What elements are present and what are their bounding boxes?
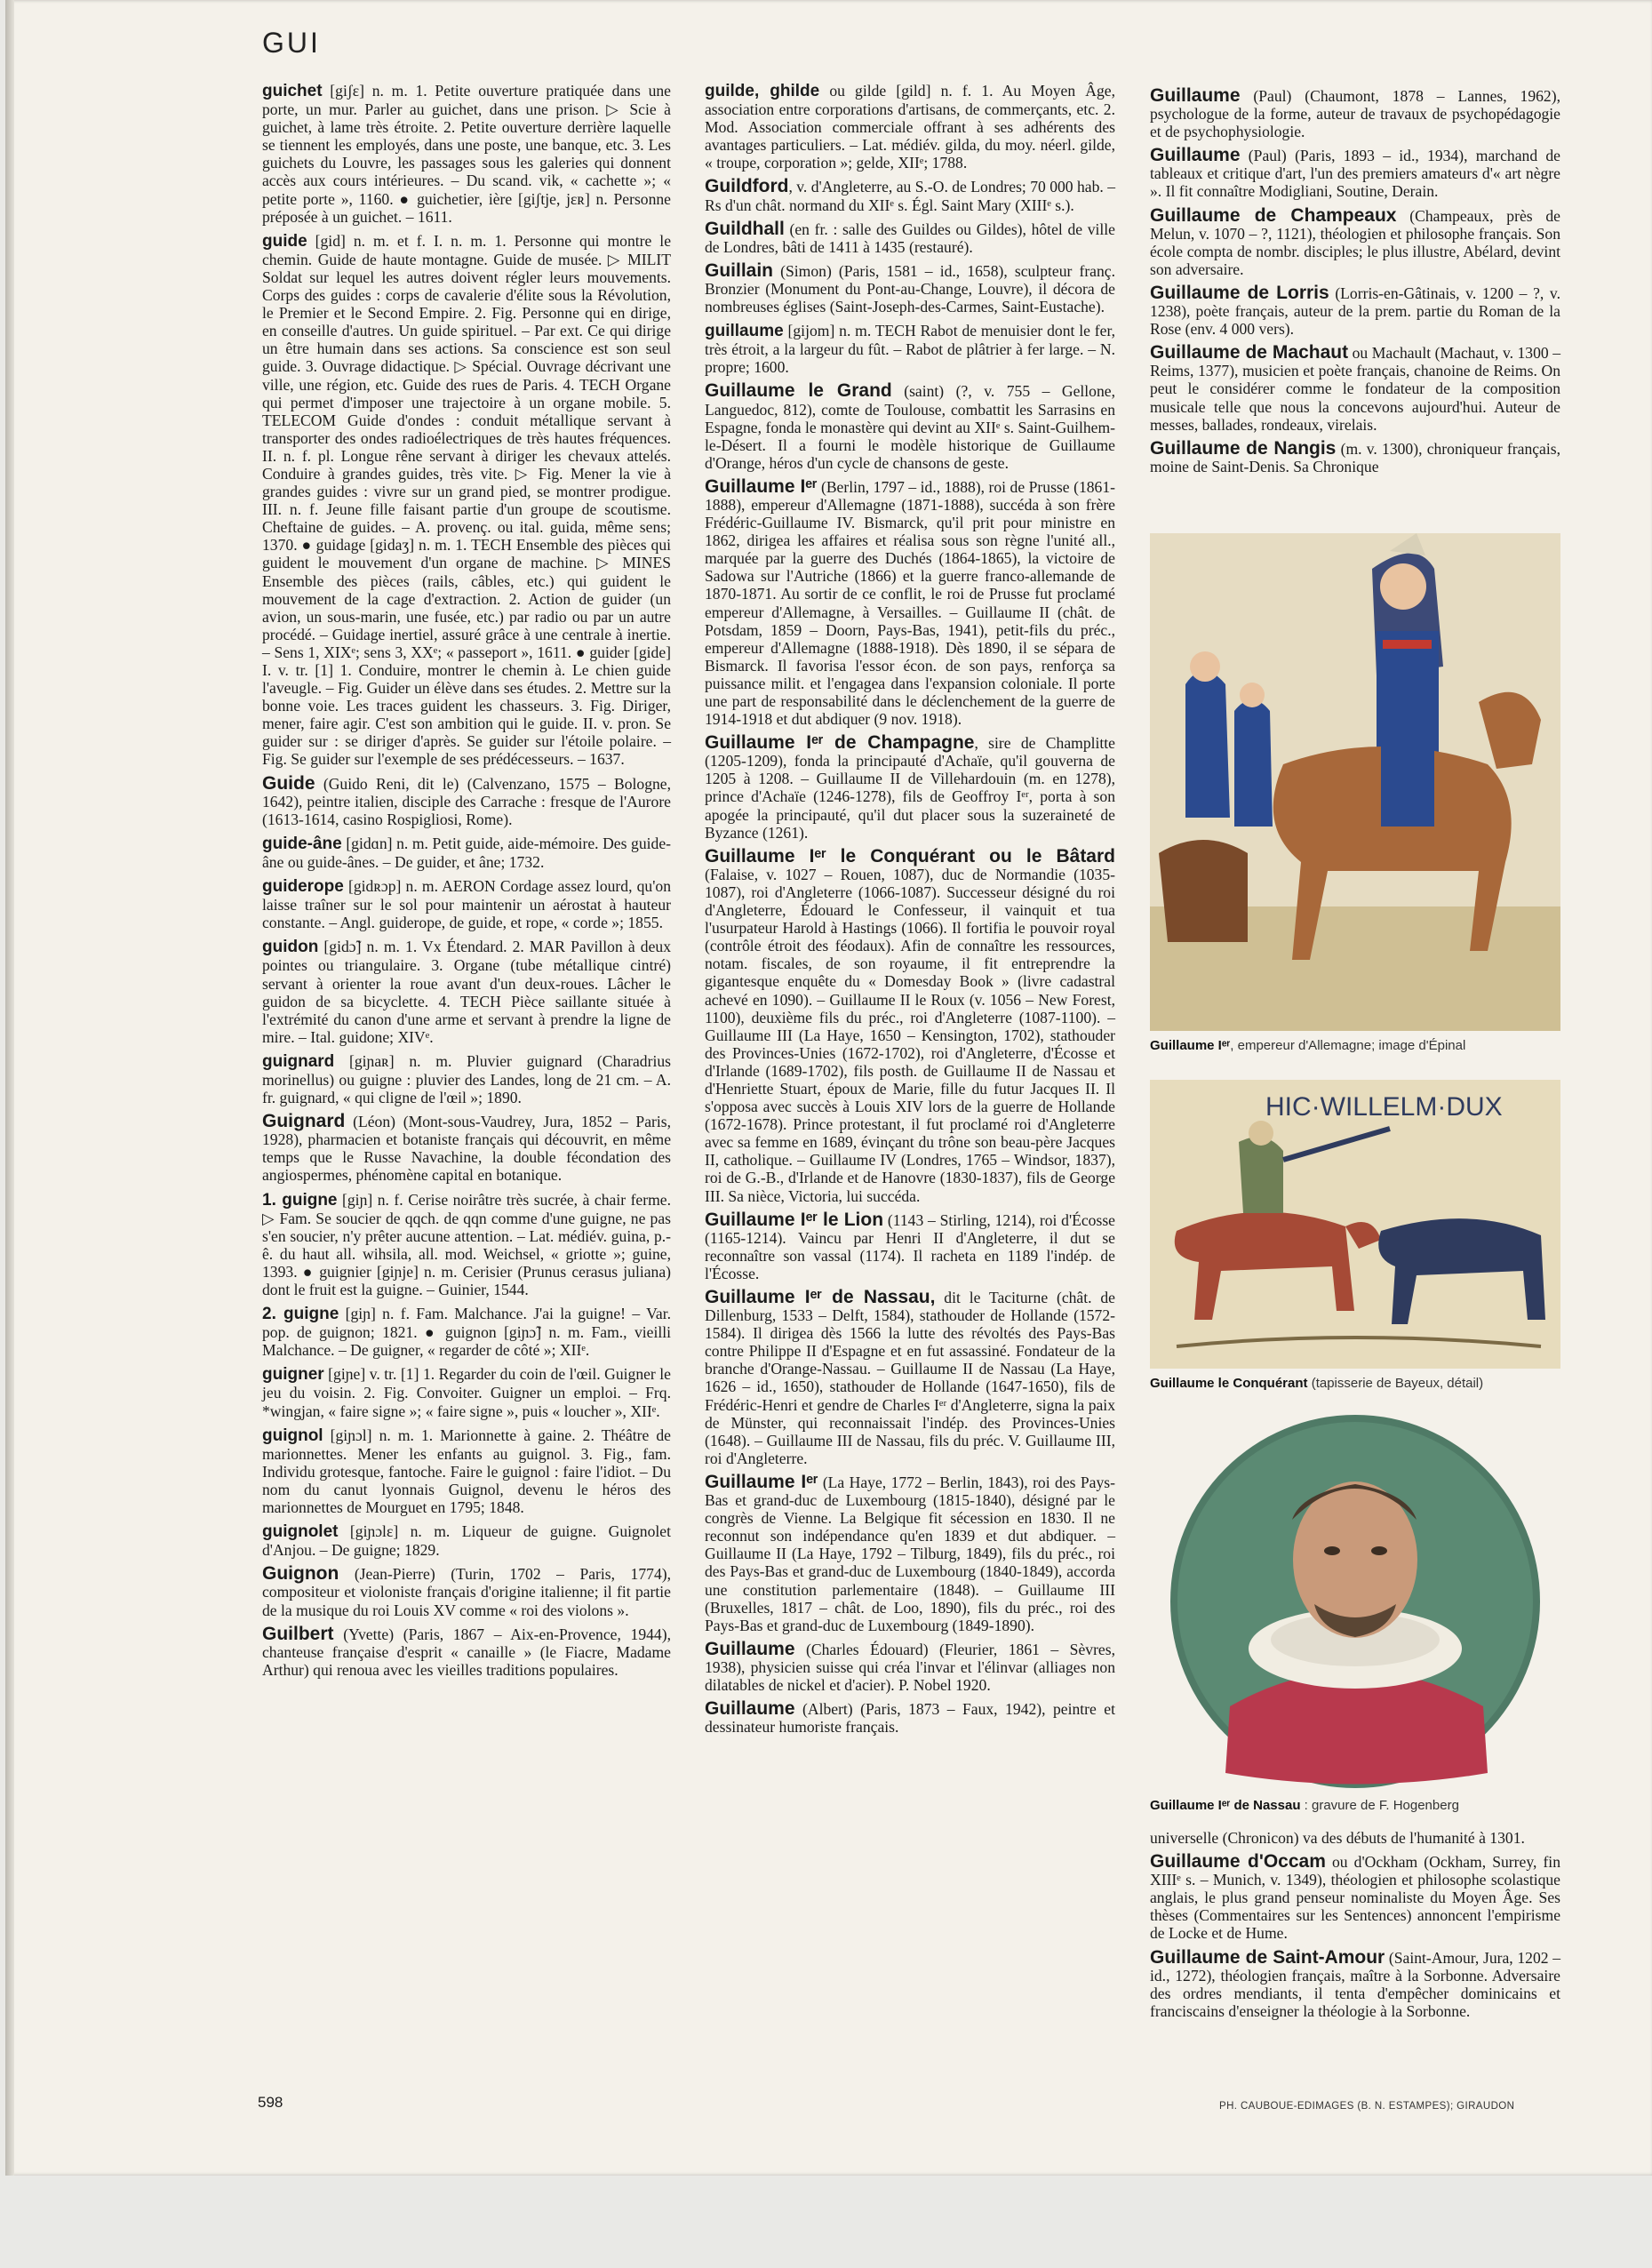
dictionary-entry xyxy=(262,1625,671,1679)
dictionary-entry xyxy=(1150,437,1561,475)
dictionary-entry xyxy=(705,322,1115,376)
dictionary-entry xyxy=(705,1473,1115,1634)
illustration-guillaume-1er-epinal xyxy=(1150,533,1560,1053)
entry-headword: Guillaume d'Occam xyxy=(1150,1851,1326,1873)
bayeux-tapestry-image xyxy=(1150,1080,1560,1369)
entry-text: , v. d'Angleterre, au S.-O. de Londres; 70 000 hab. – Rs d'un chât. normand du XIIᵉ s. Égl. Saint Mary (XIIIᵉ s.). xyxy=(705,178,1115,214)
entry-text: (La Haye, 1772 – Berlin, 1843), roi des Pays-Bas et grand-duc de Luxembourg (1815-1840), désigné par le congrès de Vienne. La Belgique fit sécession en 1830. Il ne reconnut son indépendance qu'en 1839 et dut abdiquer. – Guillaume II (La Haye, 1792 – Tilburg, 1849), fils du préc., roi des Pays-Bas et grand-duc de Luxembourg (1840-1849), accorda une constitution parlementaire (1848). – Guillaume III (Bruxelles, 1817 – chât. de Loo, 1890), fils du préc., roi des Pays-Bas et grand-duc de Luxembourg (1849-1890). xyxy=(705,1473,1115,1634)
dictionary-entry xyxy=(262,1113,671,1184)
hogenberg-engraving-image xyxy=(1150,1413,1560,1791)
entry-text: [giɲe] v. tr. [1] 1. Regarder du coin de l'œil. Guigner le jeu du voisin. 2. Fig. Convoiter. Guigner un emploi. – Frq. *wingjan, « faire signe »; « faire signe », puis « loucher », XIIᵉ. xyxy=(262,1365,671,1420)
dictionary-entry xyxy=(705,1638,1115,1694)
entry-headword: Guilbert xyxy=(262,1623,334,1644)
running-head: GUI xyxy=(262,27,321,59)
entry-text: [giɲ] n. f. Cerise noirâtre très sucrée, à chair ferme. ▷ Fam. Se soucier de qqch. de qqn comme d'une guigne, ne pas s'en soucier, n'y prêter aucune attention. – Lat. médiév. guina, p.-ê. du haut all. wihsila, all. mod. Weichsel, « griotte »; guine, 1393. ● guignier [giɲje] n. m. Cerisier (Prunus cerasus juliana) dont le fruit est la guigne. – Guinier, 1544. xyxy=(262,1190,671,1298)
entry-headword: guilde, ghilde xyxy=(705,82,820,100)
dictionary-entry xyxy=(705,1289,1115,1467)
column-2 xyxy=(705,82,1115,1742)
dictionary-entry xyxy=(262,938,671,1046)
entry-text: (Paul) (Chaumont, 1878 – Lannes, 1962), psychologue de la forme, auteur de travaux de psychopédagogie et de psychophysiologie. xyxy=(1150,87,1560,141)
entry-headword: Guillaume Iᵉʳ le Lion xyxy=(705,1209,884,1230)
entry-headword: Guillaume de Machaut xyxy=(1150,342,1349,363)
entry-headword: Guillaume Iᵉʳ xyxy=(705,1471,818,1492)
dictionary-entry xyxy=(262,1305,671,1359)
entry-text: universelle (Chronicon) va des débuts de l'humanité à 1301. xyxy=(1150,1829,1525,1847)
entry-headword: Guillaume Iᵉʳ de Nassau, xyxy=(705,1287,936,1307)
dictionary-entry xyxy=(262,835,671,871)
entry-text: [giɲaʀ] n. m. Pluvier guignard (Charadrius morinellus) ou guigne : pluvier des Landes, long de 21 cm. – A. fr. guignard, « qui cligne de l'œil »; 1890. xyxy=(262,1051,671,1107)
entry-text: (Simon) (Paris, 1581 – id., 1658), sculpteur franç. Bronzier (Monument du Pont-au-Change, Louvre), il décora de nombreuses églises (Saint-Joseph-des-Carmes, Saint-Eustache). xyxy=(705,261,1115,316)
dictionary-entry xyxy=(262,1365,671,1419)
dictionary-entry xyxy=(1150,1946,1560,2020)
entry-headword: guignard xyxy=(262,1051,335,1071)
entry-text: (Paul) (Paris, 1893 – id., 1934), marchand de tableaux et critique d'art, l'un des premiers amateurs d'« art nègre ». Il fit connaître Modigliani, Soutine, Derain. xyxy=(1150,147,1560,201)
tapestry-inscription: HIC·WILLELM·DUX xyxy=(1265,1092,1503,1122)
column-3 xyxy=(1150,87,1560,482)
dictionary-entry xyxy=(262,1426,671,1516)
dictionary-entry xyxy=(705,734,1115,842)
photo-credit: PH. CAUBOUE-EDIMAGES (B. N. ESTAMPES); GIRAUDON xyxy=(1219,2101,1515,2112)
entry-text: (Falaise, v. 1027 – Rouen, 1087), duc de Normandie (1035-1087), roi d'Angleterre (1066-1087). Successeur désigné du roi d'Angleterre, Édouard le Confesseur, il vainquit et tua l'usurpateur Harold à Hastings (1066). Il fortifia le pouvoir royal (contrôle étroit des féodaux). Afin de connaître les ressources, notam. fiscales, de son royaume, il fit entreprendre la gigantesque enquête du « Domesday Book » (livre cadastral achevé en 1090). – Guillaume II le Roux (v. 1056 – New Forest, 1100), deuxième fils du préc., roi d'Angleterre (1087-1100). – Guillaume III (La Haye, 1650 – Kensington, 1702), stathouder des Provinces-Unies (1672-1702), roi d'Angleterre, d'Écosse et d'Irlande (1689-1702), fils posth. de Guillaume II de Nassau et d'Henriette Stuart, époux de Marie, fille du futur Jacques II. Il s'opposa avec succès à Louis XIV lors de la guerre de Hollande (1672-1678). Prince protestant, il fut proclamé roi d'Angleterre avec sa femme en 1689, évinçant du trône son beau-père Jacques II, catholique. – Guillaume IV (Londres, 1765 – Windsor, 1837), roi de G.-B., d'Irlande et de Hanovre (1830-1837), fils de George III. Sa nièce, Victoria, lui succéda. xyxy=(705,865,1115,1205)
dictionary-entry xyxy=(1150,204,1560,278)
entry-headword: Guignon xyxy=(262,1563,339,1585)
entry-headword: Guillaume de Lorris xyxy=(1150,282,1329,303)
entry-headword: guignolet xyxy=(262,1522,339,1542)
entry-text: dit le Taciturne (chât. de Dillenburg, 1533 – Delft, 1584), stathouder de Hollande (1572-1584). Il dirigea dès 1566 la lutte des révoltés des Pays-Bas contre Philippe II d'Espagne et en fut assassiné. Fondateur de la branche d'Orange-Nassau. – Guillaume II de Nassau (La Haye, 1626 – id., 1650), stathouder de Hollande (1647-1650), fils de Frédéric-Henri et gendre de Charles Iᵉʳ d'Angleterre, signa la paix de Münster, qui reconnaissait l'indép. des Provinces-Unies (1648). – Guillaume III de Nassau, fils du préc. V. Guillaume III, roi d'Angleterre. xyxy=(705,1289,1115,1467)
entry-text: [gid] n. m. et f. I. n. m. 1. Personne qui montre le chemin. Guide de haute montagne. Guide de musée. ▷ MILIT Soldat sur lequel les autres doivent régler leurs mouvements. Corps des guides : corps de cavalerie d'élite sous la Révolution, le Premier et le Second Empire. 2. Fig. Personne qui en dirige, en conseille d'autres. Un guide spirituel. – Par ext. Ce qui dirige un être humain dans ses actions. Sa conscience est son seul guide. 3. Ouvrage didactique. ▷ Spécial. Ouvrage décrivant une ville, une région, etc. Guide des rues de Paris. 4. TECH Organe qui permet d'imposer une trajectoire à un organe mobile. 5. TELECOM Guide d'ondes : conduit métallique servant à transporter des ondes radioélectriques de très hautes fréquences. II. n. f. pl. Longue rêne servant à diriger les chevaux attelés. Conduire à grandes guides, très vite. ▷ Fig. Mener la vie à grandes guides : vivre sur un grand pied, se montrer prodigue. III. n. f. Jeune fille faisant partie d'un groupe de scoutisme. Cheftaine de guides. – A. provenç. ou ital. guida, même sens; 1370. ● guidage [gidaʒ] n. m. 1. TECH Ensemble des pièces qui guident le mouvement d'un organe de machine. ▷ MINES Ensemble des pièces (rails, câbles, etc.) qui guident le mouvement de la cage d'extraction. 2. Action de guider (un avion, un sous-marin, une fusée, etc.) par radio ou par un autre procédé. – Guidage inertiel, assuré grâce à une centrale à inertie. – Sens 1, XIXᵉ; sens 3, XXᵉ; « passeport », 1611. ● guider [gide] I. v. tr. [1] 1. Conduire, montrer le chemin à. Le chien guide l'aveugle. – Fig. Guider un élève dans ses études. 2. Mettre sur la bonne voie. Les traces guident les chasseurs. 3. Fig. Diriger, mener, faire agir. C'est son ambition qui le guide. II. v. pron. Se guider sur : se diriger d'après. Se guider sur l'étoile polaire. – Fig. Se guider sur l'exemple de ses prédécesseurs. – 1637. xyxy=(262,231,671,769)
entry-headword: 2. guigne xyxy=(262,1305,339,1324)
illustration-conquerant-tapestry xyxy=(1150,1080,1560,1391)
entry-text: (Berlin, 1797 – id., 1888), roi de Prusse (1861-1888), empereur d'Allemagne (1871-1888), succéda à son frère Frédéric-Guillaume IV. Bismarck, qu'il prit pour ministre en 1862, dirigea les affaires et réalisa sous son règne l'unité all., marquée par la guerre des Duchés (1864-1865), la victoire de Sadowa sur l'Autriche (1866) et la guerre franco-allemande de 1870-1871. Au sortir de ce conflit, le roi de Prusse fut proclamé empereur d'Allemagne, à Versailles. – Guillaume II (chât. de Potsdam, 1859 – Doorn, Pays-Bas, 1941), petit-fils du préc., empereur d'Allemagne (1888-1918). Dès 1890, il se sépara de Bismarck. Il favorisa l'essor écon. de son pays, renforça sa puissance milit. et l'engagea dans l'expansion coloniale. Il porte une part de responsabilité dans le déclenchement de la guerre de 1914-1918 et dut abdiquer (9 nov. 1918). xyxy=(705,477,1115,729)
entry-headword: Guillaume Iᵉʳ xyxy=(705,475,818,497)
dictionary-entry xyxy=(262,1191,671,1299)
epinal-image xyxy=(1150,533,1560,1031)
entry-headword: Guignard xyxy=(262,1111,346,1132)
dictionary-entry xyxy=(262,1052,671,1106)
entry-headword: guide-âne xyxy=(262,834,342,853)
entry-text: [giɲɔlɛ] n. m. Liqueur de guigne. Guignolet d'Anjou. – De guigne; 1829. xyxy=(262,1522,671,1560)
entry-text: [gijom] n. m. TECH Rabot de menuisier dont le fer, très étroit, a la largeur du fût. – Rabot de plâtrier à fer large. – N. propre; 1600. xyxy=(705,322,1115,377)
entry-text: (Champeaux, près de Melun, v. 1070 – ?, 1121), théologien et philosophe français. Son école compta de nombr. disciples; le plus illustre, Abélard, devint son adversaire. xyxy=(1150,206,1560,278)
entry-text: [gidɑn] n. m. Petit guide, aide-mémoire. Des guide-âne ou guide-ânes. – De guider, et âne; 1732. xyxy=(262,834,671,871)
dictionary-entry xyxy=(705,475,1115,729)
dictionary-entry xyxy=(262,1565,671,1618)
dictionary-entry xyxy=(705,262,1115,315)
entry-text: (en fr. : salle des Guildes ou Gildes), hôtel de ville de Londres, bâti de 1411 à 1435 (restauré). xyxy=(705,220,1115,256)
entry-headword: Guillaume Iᵉʳ le Conquérant ou le Bâtard xyxy=(705,845,1115,866)
entry-headword: guide xyxy=(262,231,307,251)
entry-headword: Guide xyxy=(262,772,315,794)
entry-headword: Guillaume xyxy=(1150,85,1241,106)
dictionary-entry xyxy=(705,82,1115,172)
entry-text: , sire de Champlitte (1205-1209), fonda la principauté d'Achaïe, qu'il gouverna de 1205 à 1208. – Guillaume II de Villehardouin (m. en 1278), prince d'Achaïe (1246-1278), fils de Geoffroy Iᵉʳ, porta à son apogée la principauté, qu'il dut placer sous la suzeraineté de Byzance (1261). xyxy=(705,734,1115,842)
entry-text: ou gilde [gild] n. f. 1. Au Moyen Âge, association entre corporations d'artisans, de commerçants, etc. 2. Mod. Association commerciale offrant à ses adhérents des avantages particuliers. – Lat. médiév. gilda, du moy. néerl. gilde, « troupe, corporation »; gelde, XIIᵉ; 1788. xyxy=(705,82,1115,172)
entry-headword: guidon xyxy=(262,938,319,957)
caption-2: Guillaume le Conquérant (tapisserie de Bayeux, détail) xyxy=(1150,1376,1484,1391)
column-3-continued xyxy=(1150,1829,1560,2026)
entry-headword: Guillaume de Champeaux xyxy=(1150,204,1397,226)
entry-headword: Guillaume le Grand xyxy=(705,380,892,402)
entry-headword: Guillaume xyxy=(705,1638,795,1659)
entry-text: (1143 – Stirling, 1214), roi d'Écosse (1165-1214). Vaincu par Henri II d'Angleterre, il dut se reconnaître son vassal (1174). Il racheta en 1189 l'indép. de l'Écosse. xyxy=(705,1210,1115,1282)
dictionary-entry xyxy=(1150,87,1560,140)
entry-headword: Guillaume de Nangis xyxy=(1150,437,1337,459)
caption-1: Guillaume Iᵉʳ, empereur d'Allemagne; image d'Épinal xyxy=(1150,1038,1466,1053)
entry-text: [giʃɛ] n. m. 1. Petite ouverture pratiquée dans une porte, un mur. Parler au guichet, dans une prison. ▷ Scie à guichet, à lame très étroite. 2. Petite ouverture derrière laquelle se tiennent les employés, dans une poste, une banque, etc. 3. Les guichets du Louvre, les passages sous les galeries qui donnent accès aux cours intérieures. – Du scand. vik, « cachette »; « petite porte », 1160. ● guichetier, ière [giʃtje, jɛʀ] n. Personne préposée à un guichet. – 1611. xyxy=(262,82,671,226)
entry-text: (saint) (?, v. 755 – Gellone, Languedoc, 812), comte de Toulouse, combattit les Sarrasins en Espagne, fonda le monastère qui devint au XIIᵉ s. Saint-Guilhem-le-Désert. Il a fourni le modèle historique de Guillaume d'Orange, héros d'un cycle de chansons de geste. xyxy=(705,382,1115,472)
dictionary-entry xyxy=(705,220,1115,256)
entry-headword: Guillaume Iᵉʳ de Champagne xyxy=(705,732,975,754)
entry-headword: guigner xyxy=(262,1365,324,1385)
dictionary-entry xyxy=(705,178,1115,213)
entry-text: ou Machault (Machaut, v. 1300 – Reims, 1377), musicien et poète français, chanoine de Reims. On peut le considérer comme le fondateur de la composition musicale telle que nous la concevons aujourd'hui. Auteur de messes, ballades, rondeaux, virelais. xyxy=(1150,344,1560,434)
entry-text: [gidʀɔp] n. m. AERON Cordage assez lourd, qu'on laisse traîner sur le sol pour maintenir un aérostat à hauteur constante. – Angl. guiderope, de guide, et rope, « corde »; 1855. xyxy=(262,877,671,932)
page-number: 598 xyxy=(258,2094,283,2111)
caption-3: Guillaume Iᵉʳ de Nassau : gravure de F. Hogenberg xyxy=(1150,1798,1459,1813)
entry-text: (Jean-Pierre) (Turin, 1702 – Paris, 1774), compositeur et violoniste français d'origine italienne; il fit partie de la musique du roi Louis XV comme « roi des violons ». xyxy=(262,1565,671,1619)
entry-text: [giɲ] n. f. Fam. Malchance. J'ai la guigne! – Var. pop. de guignon; 1821. ● guignon [giɲɔ̃] n. m. Fam., vieilli Malchance. – De guigner, « regarder de côté »; XIIᵉ. xyxy=(262,1305,671,1360)
dictionary-entry xyxy=(1150,284,1560,338)
entry-headword: guillaume xyxy=(705,322,784,341)
dictionary-entry xyxy=(705,845,1115,1205)
entry-headword: Guillaume de Saint-Amour xyxy=(1150,1946,1385,1968)
entry-text: [gidɔ̃] n. m. 1. Vx Étendard. 2. MAR Pavillon à deux pointes ou triangulaire. 3. Organe (tube métallique cintré) servant à orienter la roue avant d'un deux-roues. Lâcher le guidon de sa bicyclette. 4. TECH Pièce saillante située à l'extrémité du canon d'une arme et servant à prendre la ligne de mire. – Ital. guidone; XIVᵉ. xyxy=(262,938,671,1046)
entry-headword: 1. guigne xyxy=(262,1190,338,1210)
entry-headword: Guillaume xyxy=(1150,145,1241,166)
entry-text: (Léon) (Mont-sous-Vaudrey, Jura, 1852 – Paris, 1928), pharmacien et botaniste français qui découvrit, en même temps que le Russe Navachine, la double fécondation des angiospermes, phénomène capital en botanique. xyxy=(262,1113,671,1185)
dictionary-entry xyxy=(705,1211,1115,1282)
dictionary-entry xyxy=(1150,147,1560,200)
entry-headword: guiderope xyxy=(262,877,344,897)
entry-headword: guignol xyxy=(262,1425,323,1445)
entry-headword: Guildford xyxy=(705,176,789,197)
entry-text: (m. v. 1300), chroniqueur français, moine de Saint-Denis. Sa Chronique xyxy=(1150,439,1561,475)
column-1 xyxy=(262,82,671,1685)
entry-headword: Guillain xyxy=(705,260,774,281)
entry-text: (Saint-Amour, Jura, 1202 – id., 1272), théologien français, maître à la Sorbonne. Adversaire des ordres mendiants, il tenta d'empêcher dominicains et franciscains d'enseigner la théologie à la Sorbonne. xyxy=(1150,1948,1560,2020)
page-binding-edge xyxy=(5,0,14,2176)
dictionary-entry xyxy=(262,772,671,828)
dictionary-entry xyxy=(262,877,671,931)
entry-headword: Guildhall xyxy=(705,218,785,239)
dictionary-entry xyxy=(1150,1829,1560,1847)
dictionary-entry xyxy=(705,382,1115,471)
entry-text: [giɲɔl] n. m. 1. Marionnette à gaine. 2. Théâtre de marionnettes. Mener les enfants au guignol. 3. Fig., fam. Individu grotesque, fantoche. Faire le guignol : faire l'idiot. – Du nom du canut lyonnais Guignol, devenu le héros des marionnettes de Mourguet en 1795; 1848. xyxy=(262,1425,671,1517)
dictionary-entry xyxy=(705,1700,1115,1736)
entry-text: ou d'Ockham (Ockham, Surrey, fin XIIIᵉ s. – Munich, v. 1349), théologien et philosophe scolastique anglais, le plus grand penseur nominaliste du Moyen Âge. Ses thèses (Commentaires sur les Sentences) annoncent l'empirisme de Locke et de Hume. xyxy=(1150,1853,1560,1943)
entry-text: (Yvette) (Paris, 1867 – Aix-en-Provence, 1944), chanteuse française d'esprit « canaille » (le Fiacre, Madame Arthur) qui renoua avec les vieilles traditions populaires. xyxy=(262,1625,671,1679)
dictionary-entry xyxy=(262,232,671,769)
entry-headword: Guillaume xyxy=(705,1698,795,1720)
dictionary-entry xyxy=(262,82,671,226)
illustration-nassau-engraving xyxy=(1150,1413,1560,1813)
dictionary-entry xyxy=(262,1522,671,1559)
entry-text: (Albert) (Paris, 1873 – Faux, 1942), peintre et dessinateur humoriste français. xyxy=(705,1700,1115,1737)
dictionary-entry xyxy=(1150,1853,1560,1942)
entry-text: (Charles Édouard) (Fleurier, 1861 – Sèvres, 1938), physicien suisse qui créa l'invar et l'élinvar (alliages non dilatables de nickel et d'acier). P. Nobel 1920. xyxy=(705,1640,1115,1694)
entry-text: (Guido Reni, dit le) (Calvenzano, 1575 – Bologne, 1642), peintre italien, disciple des Carrache : fresque de l'Aurore (1613-1614, casino Rospigliosi, Rome). xyxy=(262,774,671,828)
dictionary-entry xyxy=(1150,344,1560,433)
entry-text: (Lorris-en-Gâtinais, v. 1200 – ?, v. 1238), poète français, auteur de la prem. partie du Roman de la Rose (env. 4 000 vers). xyxy=(1150,284,1560,339)
entry-headword: guichet xyxy=(262,82,323,100)
